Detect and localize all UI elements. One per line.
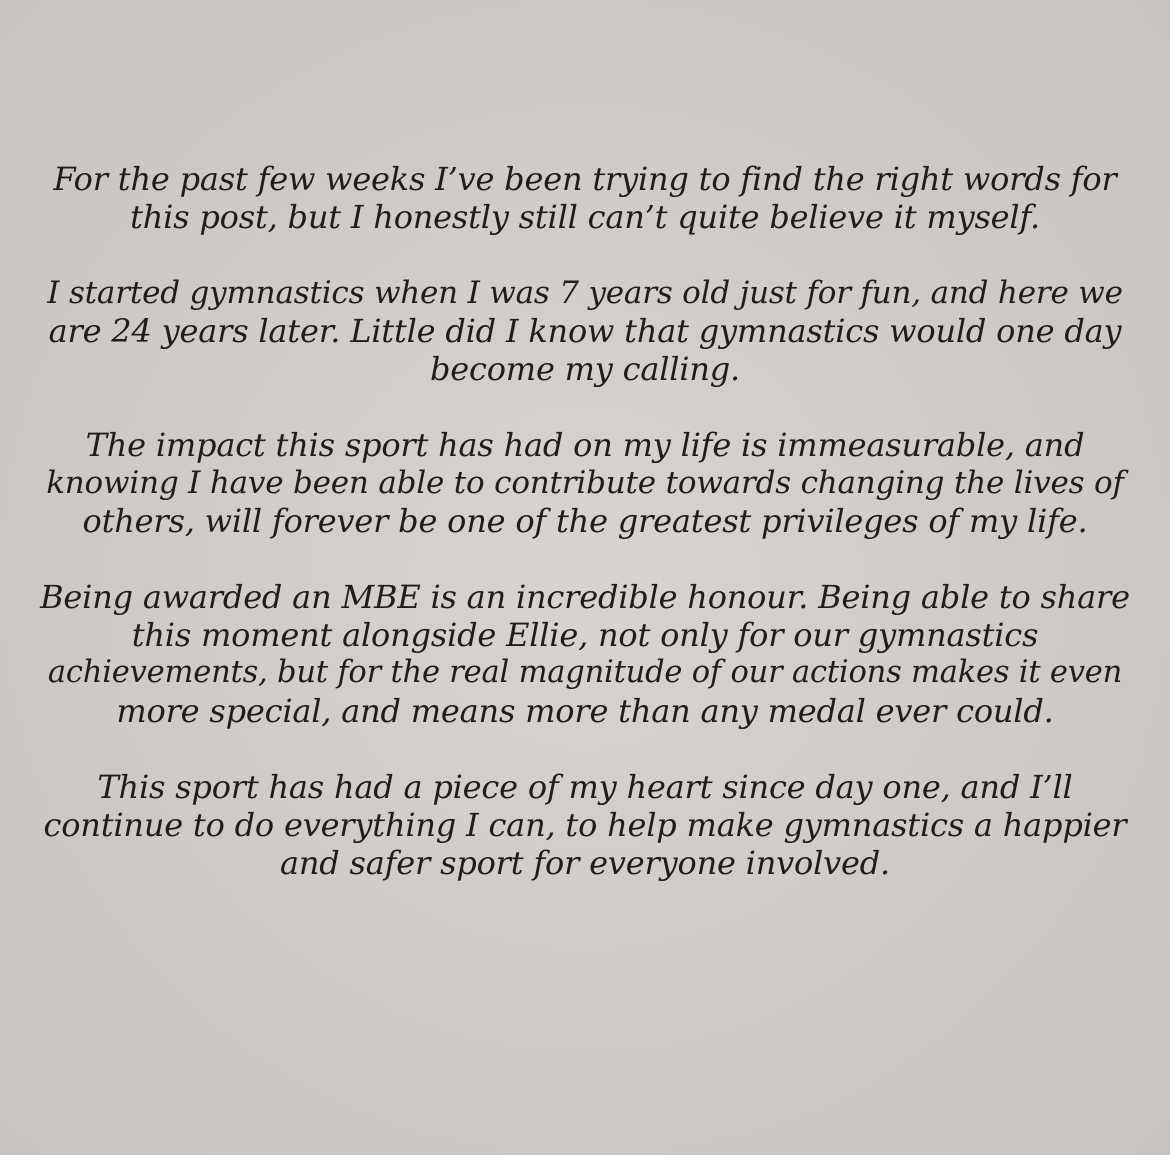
paragraph-3 xyxy=(40,426,1130,540)
text-line: knowing I have been able to contribute towards changing the lives of xyxy=(46,465,1124,501)
paragraph-4 xyxy=(40,578,1130,730)
paragraph-5 xyxy=(40,768,1130,882)
text-line: Being awarded an MBE is an incredible honour. Being able to share xyxy=(40,578,1130,616)
paragraph-1 xyxy=(40,160,1130,236)
text-line: more special, and means more than any medal ever could. xyxy=(116,692,1054,730)
text-line: this moment alongside Ellie, not only for our gymnastics xyxy=(131,616,1039,654)
text-line: and safer sport for everyone involved. xyxy=(280,844,890,882)
text-line: This sport has had a piece of my heart since day one, and I’ll xyxy=(97,768,1073,806)
text-line: The impact this sport has had on my life is immeasurable, and xyxy=(85,426,1085,464)
text-line: become my calling. xyxy=(429,350,741,388)
text-line: others, will forever be one of the greatest privileges of my life. xyxy=(82,502,1088,540)
text-line: For the past few weeks I’ve been trying to find the right words for xyxy=(53,160,1117,198)
text-line: are 24 years later. Little did I know that gymnastics would one day xyxy=(48,312,1122,350)
text-line: I started gymnastics when I was 7 years old just for fun, and here we xyxy=(47,275,1123,311)
text-line: this post, but I honestly still can’t quite believe it myself. xyxy=(130,198,1040,236)
paragraph-2 xyxy=(40,274,1130,388)
text-line: continue to do everything I can, to help make gymnastics a happier xyxy=(43,806,1127,844)
statement-text xyxy=(40,160,1130,882)
text-line: achievements, but for the real magnitude of our actions makes it even xyxy=(47,655,1123,690)
